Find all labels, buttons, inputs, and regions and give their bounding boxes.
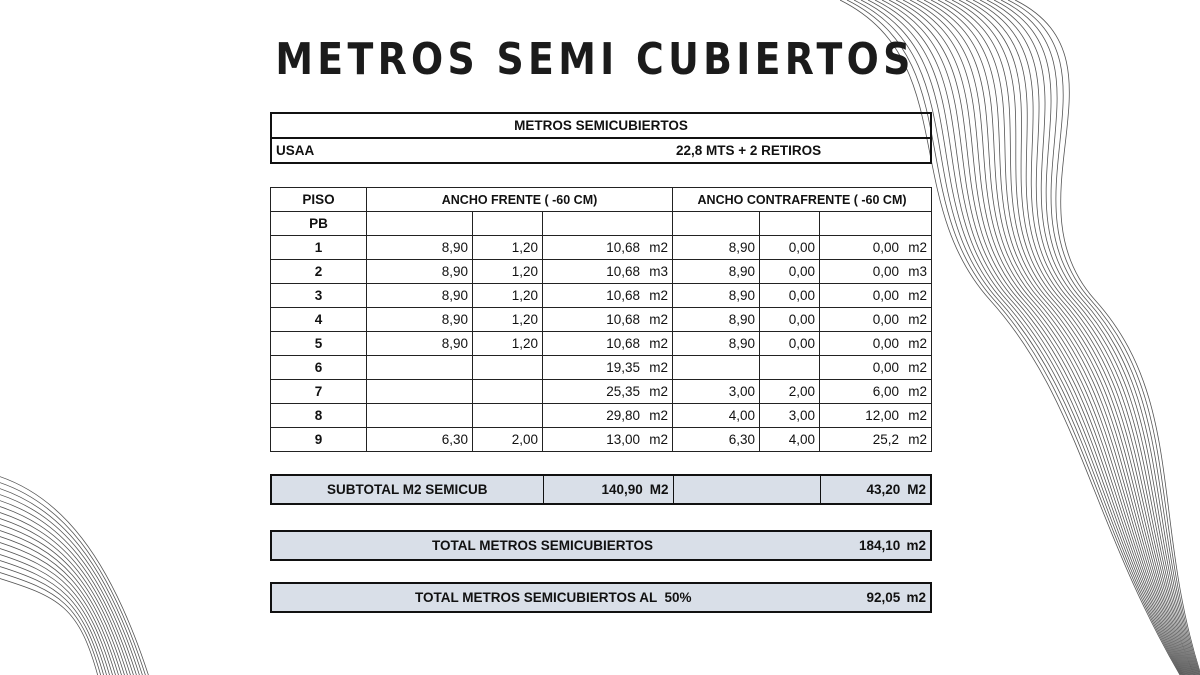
contra-total-cell xyxy=(820,332,932,356)
total-label: TOTAL METROS SEMICUBIERTOS xyxy=(271,531,820,560)
wave-line xyxy=(0,475,150,675)
wave-line xyxy=(0,499,138,675)
frente-retiro-cell: 1,20 xyxy=(473,284,543,308)
frente-total-cell xyxy=(543,284,673,308)
wave-line xyxy=(910,0,1188,675)
subtotal-table xyxy=(270,474,932,505)
wave-line xyxy=(980,0,1197,675)
contra-retiro-cell: 0,00 xyxy=(760,332,820,356)
table-row xyxy=(271,308,932,332)
wave-lines-decoration-bottom-left xyxy=(0,475,190,675)
piso-cell: 1 xyxy=(271,236,367,260)
frente-total-cell xyxy=(543,356,673,380)
column-header-contrafrente: ANCHO CONTRAFRENTE ( -60 CM) xyxy=(673,188,932,212)
table-row xyxy=(271,236,932,260)
contra-ancho-cell: 4,00 xyxy=(673,404,760,428)
total-50-label: TOTAL METROS SEMICUBIERTOS AL 50% xyxy=(271,583,820,612)
frente-retiro-cell: 1,20 xyxy=(473,236,543,260)
frente-total-cell xyxy=(543,428,673,452)
wave-line xyxy=(0,553,111,675)
floors-table xyxy=(270,187,932,452)
frente-total-cell-value: 10,68 xyxy=(606,311,641,327)
contra-total-cell-unit: m2 xyxy=(908,239,928,255)
wave-line xyxy=(1015,0,1200,675)
wave-line xyxy=(966,0,1195,675)
contra-ancho-cell: 8,90 xyxy=(673,308,760,332)
wave-line xyxy=(0,511,132,675)
contra-retiro-cell: 3,00 xyxy=(760,404,820,428)
wave-line xyxy=(924,0,1190,675)
frente-total-cell-value: 10,68 xyxy=(606,335,641,351)
contra-ancho-cell: 6,30 xyxy=(673,428,760,452)
contra-total-cell-unit: m2 xyxy=(908,407,928,423)
column-header-frente: ANCHO FRENTE ( -60 CM) xyxy=(367,188,673,212)
table-row xyxy=(271,332,932,356)
table-row xyxy=(271,260,932,284)
wave-line xyxy=(945,0,1193,675)
contra-total-cell-unit: m2 xyxy=(908,287,928,303)
contra-total-cell xyxy=(820,404,932,428)
wave-line xyxy=(0,493,141,675)
total-50-value: 92,05 xyxy=(866,589,901,605)
wave-line xyxy=(959,0,1194,675)
contra-total-cell xyxy=(820,356,932,380)
contra-ancho-cell: 3,00 xyxy=(673,380,760,404)
wave-line xyxy=(0,523,126,675)
contra-total-cell-unit: m2 xyxy=(908,359,928,375)
wave-line xyxy=(896,0,1187,675)
contra-total-cell-value: 12,00 xyxy=(865,407,900,423)
wave-line xyxy=(1008,0,1200,675)
frente-total-cell-value: 19,35 xyxy=(606,359,641,375)
wave-line xyxy=(889,0,1186,675)
frente-total-cell-value: 25,35 xyxy=(606,383,641,399)
frente-total-cell-value: 13,00 xyxy=(606,431,641,447)
header-table xyxy=(270,112,932,164)
frente-ancho-cell xyxy=(367,404,473,428)
table-row xyxy=(271,284,932,308)
frente-retiro-cell xyxy=(473,404,543,428)
frente-total-cell-value: 10,68 xyxy=(606,239,641,255)
contra-total-cell-value: 6,00 xyxy=(872,383,900,399)
table-row xyxy=(271,404,932,428)
piso-cell: 5 xyxy=(271,332,367,356)
total-value: 184,10 xyxy=(858,537,901,553)
subtotal-label: SUBTOTAL M2 SEMICUB xyxy=(271,475,543,504)
header-left-label: USAA xyxy=(271,138,601,163)
total-unit: m2 xyxy=(906,537,926,553)
subtotal-frente-value: 140,90 xyxy=(601,481,643,497)
contra-ancho-cell: 8,90 xyxy=(673,332,760,356)
contra-total-cell xyxy=(820,380,932,404)
piso-cell: 7 xyxy=(271,380,367,404)
contra-ancho-cell xyxy=(673,356,760,380)
frente-ancho-cell: 6,30 xyxy=(367,428,473,452)
wave-line xyxy=(903,0,1188,675)
piso-cell: 9 xyxy=(271,428,367,452)
frente-total-cell-unit: m2 xyxy=(649,383,669,399)
frente-retiro-cell xyxy=(473,356,543,380)
contra-retiro-cell: 0,00 xyxy=(760,284,820,308)
subtotal-frente-unit: M2 xyxy=(649,481,669,497)
frente-ancho-cell: 8,90 xyxy=(367,284,473,308)
wave-line xyxy=(0,559,108,675)
table-row xyxy=(271,428,932,452)
piso-cell: 6 xyxy=(271,356,367,380)
frente-total-cell xyxy=(543,308,673,332)
contra-ancho-cell: 8,90 xyxy=(673,260,760,284)
wave-line xyxy=(917,0,1189,675)
table-row xyxy=(271,356,932,380)
contra-total-cell-unit: m2 xyxy=(908,335,928,351)
frente-ancho-cell: 8,90 xyxy=(367,260,473,284)
frente-total-cell-unit: m2 xyxy=(649,287,669,303)
frente-retiro-cell: 1,20 xyxy=(473,308,543,332)
contra-retiro-cell: 0,00 xyxy=(760,308,820,332)
contra-ancho-cell: 8,90 xyxy=(673,284,760,308)
contra-retiro-cell xyxy=(760,356,820,380)
contra-total-cell-value: 0,00 xyxy=(872,287,900,303)
wave-line xyxy=(0,547,114,675)
wave-line xyxy=(0,535,120,675)
piso-cell: 3 xyxy=(271,284,367,308)
table-row xyxy=(271,380,932,404)
wave-line xyxy=(973,0,1196,675)
frente-ancho-cell xyxy=(367,380,473,404)
contra-total-cell xyxy=(820,308,932,332)
contra-ancho-cell: 8,90 xyxy=(673,236,760,260)
wave-line xyxy=(931,0,1191,675)
total-table xyxy=(270,530,932,561)
piso-cell: 8 xyxy=(271,404,367,428)
frente-total-cell xyxy=(543,380,673,404)
subtotal-contra-value: 43,20 xyxy=(866,481,901,497)
frente-total-cell xyxy=(543,404,673,428)
piso-cell: 4 xyxy=(271,308,367,332)
contra-total-cell xyxy=(820,236,932,260)
frente-ancho-cell xyxy=(367,356,473,380)
frente-retiro-cell: 2,00 xyxy=(473,428,543,452)
frente-total-cell-value: 10,68 xyxy=(606,263,641,279)
wave-line xyxy=(0,487,144,675)
contra-total-cell-value: 25,2 xyxy=(872,431,900,447)
wave-line xyxy=(994,0,1198,675)
wave-line xyxy=(938,0,1192,675)
wave-line xyxy=(0,517,129,675)
contra-retiro-cell: 0,00 xyxy=(760,236,820,260)
frente-ancho-cell: 8,90 xyxy=(367,236,473,260)
frente-total-cell xyxy=(543,236,673,260)
wave-line xyxy=(952,0,1193,675)
contra-total-cell xyxy=(820,428,932,452)
contra-total-cell-unit: m2 xyxy=(908,311,928,327)
total-50-table xyxy=(270,582,932,613)
contra-total-cell-value: 0,00 xyxy=(872,239,900,255)
frente-ancho-cell: 8,90 xyxy=(367,332,473,356)
wave-line xyxy=(0,505,135,675)
table-row-pb xyxy=(271,212,932,236)
wave-line xyxy=(1001,0,1199,675)
contra-total-cell-value: 0,00 xyxy=(872,335,900,351)
total-50-unit: m2 xyxy=(906,589,926,605)
frente-total-cell-unit: m2 xyxy=(649,335,669,351)
header-title: METROS SEMICUBIERTOS xyxy=(271,113,931,138)
frente-retiro-cell xyxy=(473,380,543,404)
header-right-label: 22,8 MTS + 2 RETIROS xyxy=(601,138,931,163)
contra-retiro-cell: 4,00 xyxy=(760,428,820,452)
contra-total-cell-value: 0,00 xyxy=(872,311,900,327)
piso-cell: 2 xyxy=(271,260,367,284)
contra-total-cell-unit: m3 xyxy=(908,263,928,279)
contra-retiro-cell: 2,00 xyxy=(760,380,820,404)
wave-line xyxy=(0,529,123,675)
wave-line xyxy=(0,541,117,675)
wave-line xyxy=(987,0,1198,675)
frente-total-cell-value: 29,80 xyxy=(606,407,641,423)
page-title: METROS SEMI CUBIERTOS xyxy=(275,34,915,85)
wave-line xyxy=(0,565,105,675)
contra-total-cell-value: 0,00 xyxy=(872,359,900,375)
subtotal-contra-unit: M2 xyxy=(907,481,926,497)
frente-total-cell-unit: m2 xyxy=(649,407,669,423)
frente-total-cell-unit: m2 xyxy=(649,239,669,255)
frente-total-cell xyxy=(543,332,673,356)
wave-line xyxy=(0,571,102,675)
frente-total-cell-value: 10,68 xyxy=(606,287,641,303)
column-header-piso: PISO xyxy=(271,188,367,212)
contra-total-cell xyxy=(820,284,932,308)
contra-total-cell-unit: m2 xyxy=(908,383,928,399)
contra-total-cell-unit: m2 xyxy=(908,431,928,447)
wave-line xyxy=(0,481,147,675)
contra-total-cell xyxy=(820,260,932,284)
frente-total-cell-unit: m2 xyxy=(649,359,669,375)
frente-retiro-cell: 1,20 xyxy=(473,260,543,284)
frente-total-cell-unit: m2 xyxy=(649,311,669,327)
frente-total-cell-unit: m3 xyxy=(649,263,669,279)
contra-total-cell-value: 0,00 xyxy=(872,263,900,279)
frente-total-cell xyxy=(543,260,673,284)
contra-retiro-cell: 0,00 xyxy=(760,260,820,284)
table-header-row xyxy=(271,188,932,212)
frente-ancho-cell: 8,90 xyxy=(367,308,473,332)
frente-total-cell-unit: m2 xyxy=(649,431,669,447)
wave-line xyxy=(0,577,99,675)
frente-retiro-cell: 1,20 xyxy=(473,332,543,356)
piso-cell: PB xyxy=(271,212,367,236)
